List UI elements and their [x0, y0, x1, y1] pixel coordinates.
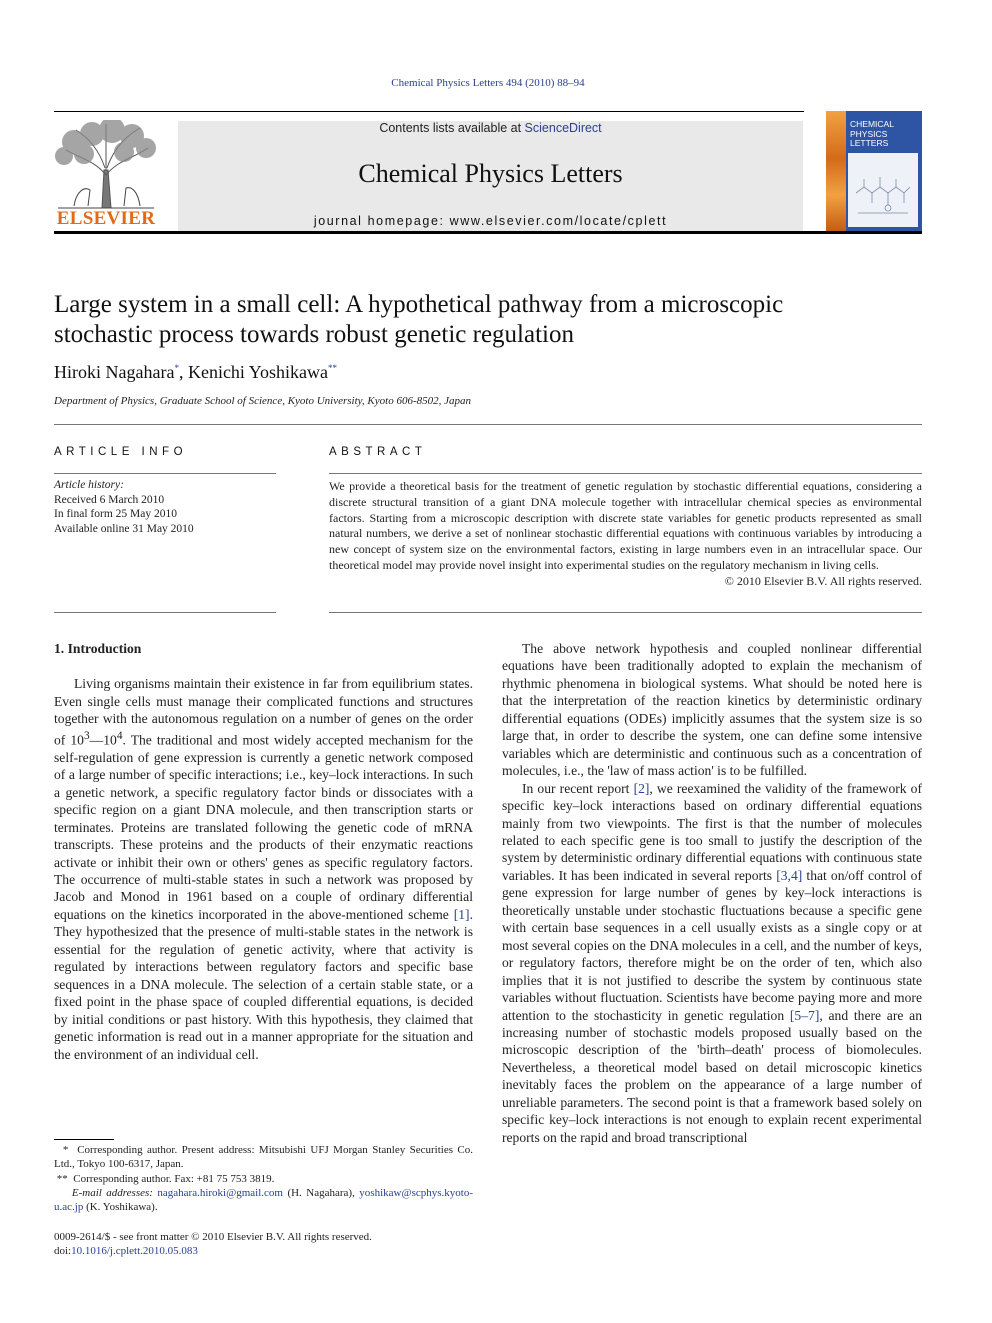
email-owner: (K. Yoshikawa).: [83, 1201, 158, 1214]
paragraph: The above network hypothesis and coupled nonlinear differential equations have been traditionally adopted to explain the mechanism of rhythmic phenomena in biological systems. What should be noted here is that the interpretation of the reaction kinetics by deterministic ordinary differential equations (ODEs) implicitly assumes that the system size is so large that, in order to describe the system, one can define some intensive variables which are deterministic and continuous such as a concentration of molecules, i.e., the 'law of mass action' is to be fulfilled.: [502, 641, 922, 779]
paper-title: Large system in a small cell: A hypothetical pathway from a microscopic stochastic process towards robust genetic regulation: [54, 291, 784, 348]
elsevier-wordmark: ELSEVIER: [56, 208, 156, 229]
journal-citation[interactable]: [0, 77, 976, 89]
elsevier-logo[interactable]: [54, 120, 158, 230]
footnote-mark: **: [56, 1172, 68, 1185]
email-link[interactable]: nagahara.hiroki@gmail.com: [157, 1186, 283, 1199]
cover-title: [850, 120, 894, 149]
paragraph-text: , and there are an increasing number of stochastic models proposed usually based on the microscopic description of the 'birth–death' process of biomolecules. Nevertheless, a theoretical model based on detail microscopic kinetics inevitably faces the problem on the appearance of a large number of unreliable parameters. The second point is that a framework based solely on specific key–lock interactions is not enough to explain recent experimental reports on the rapid and broad transcriptional: [502, 1007, 922, 1145]
footnote-text: Corresponding author. Present address: Mitsubishi UFJ Morgan Stanley Securities Co. Ltd., Tokyo 100-6317, Japan.: [54, 1144, 474, 1171]
superscript: 4: [116, 729, 123, 742]
paragraph-text: that on/off control of gene expression for large number of genes by key–lock interactions is theoretically unstable under stochastic fluctuations because a specific gene with certain base sequences in a cell usually exists as a single copy or at most several copies on the DNA molecules in a cell, and the number of keys, or regulatory factors, therefore might be on the order of ten, which also implies that it is not justified to describe the system by continuous state variables without fluctuation. Scientists have become paying more and more attention to the stochasticity in genetic regulation: [502, 867, 922, 1023]
contents-line: [178, 121, 803, 135]
revised-date: In final form 25 May 2010: [54, 508, 177, 520]
journal-cover-image[interactable]: [826, 111, 922, 231]
cover-title-line: LETTERS: [850, 138, 889, 148]
abstract-rule: [329, 473, 922, 474]
author-list: [54, 362, 337, 383]
cover-stripe: [826, 111, 846, 231]
footnote-rule: [54, 1139, 114, 1140]
footnotes: [54, 1143, 473, 1214]
email-footnote: [54, 1186, 473, 1215]
superscript: 3: [83, 729, 90, 742]
cover-graphic: [848, 153, 918, 227]
abstract-text: We provide a theoretical basis for the treatment of genetic regulation by stochastic differential equations, considering a discrete structural transition of a giant DNA molecule together with intracellular chemical species as environmental factors. Starting from a microscopic description with discrete state variables for genetic products represented as small natural numbers, we derive a set of nonlinear stochastic differential equations with continuous variables by introducing a new concept of system size on the environmental factors, existing in large numbers even in an intracellular space. Our theoretical model may provide novel insight into experimental studies on the regulatory mechanism in living cells.: [329, 479, 922, 572]
author-separator: ,: [178, 362, 188, 382]
corresponding-author-mark[interactable]: **: [327, 363, 337, 373]
footnote-text: Corresponding author. Fax: +81 75 753 3819.: [73, 1172, 275, 1185]
body-column-left: [54, 640, 473, 1063]
corresponding-author-mark[interactable]: *: [174, 363, 179, 373]
cover-molecule-icon: [848, 153, 918, 227]
header-bottom-rule: [54, 231, 922, 234]
online-date: Available online 31 May 2010: [54, 522, 194, 535]
paragraph-text: —10: [89, 732, 117, 748]
article-info-bottom-rule: [54, 612, 276, 613]
history-label: Article history:: [54, 479, 124, 491]
paragraph-text: Living organisms maintain their existence in far from equilibrium states. Even single cells must manage their complicated functions and structures together with the autonomous regulation on a number of genes on the order of 10: [54, 676, 473, 748]
doi-line: [54, 1244, 372, 1258]
article-info-rule: [54, 473, 276, 474]
paragraph-text: In our recent report: [522, 780, 634, 796]
sciencedirect-link[interactable]: ScienceDirect: [524, 121, 602, 135]
reference-link[interactable]: [2]: [633, 780, 650, 796]
author-name: Kenichi Yoshikawa: [187, 362, 328, 382]
article-info-heading: ARTICLE INFO: [54, 446, 188, 458]
abstract-bottom-rule: [329, 612, 922, 613]
title-divider: [54, 424, 922, 425]
email-owner: (H. Nagahara),: [282, 1186, 360, 1199]
reference-link[interactable]: [5–7]: [789, 1007, 820, 1023]
paragraph-text: . The traditional and most widely accepted mechanism for the self-regulation of gene expression is currently a genetic network composed of a large number of specific interactions; i.e., key–lock interactions. In such a genetic network, a specific regulatory factor binds or dissociates with a specific region on a giant DNA molecule, and then transcription starts or terminates. Proteins are translated following the genetic code of mRNA transcripts. These proteins and the products of their enzymatic reactions activate or inhibit their own or others' genes as specific regulatory factors. The occurrence of multi-stable states in such a network was proposed by Jacob and Monod in 1961 based on a couple of ordinary differential equations on the kinetics incorporated in the above-mentioned scheme: [54, 732, 473, 922]
section-heading: 1. Introduction: [54, 641, 142, 656]
issn-line: 0009-2614/$ - see front matter © 2010 Elsevier B.V. All rights reserved.: [54, 1231, 372, 1243]
doi-prefix: doi:: [54, 1245, 72, 1258]
paragraph-text: , we reexamined the validity of the framework of specific key–lock interactions based on ordinary differential equations mainly from two viewpoints. The first is that the number of molecules related to each specific gene is too small to justify the description of the system by deterministic ordinary differential equations with continuous state variables. It has been indicated in several reports: [502, 780, 922, 883]
footnote: [54, 1172, 473, 1186]
abstract-copyright: © 2010 Elsevier B.V. All rights reserved.: [724, 573, 922, 588]
journal-title: Chemical Physics Letters: [358, 159, 623, 188]
cover-title-line: CHEMICAL: [850, 119, 894, 129]
affiliation: Department of Physics, Graduate School of Science, Kyoto University, Kyoto 606-8502, Japan: [54, 395, 472, 407]
paragraph-text: . They hypothesized that the presence of multi-stable states in the network is essential for the regulation of genetic activity, where that activity is regulated by interactions between regulatory factors and specific base sequences in a DNA molecule. The selection of a certain stable state, or a fixed point in the phase space of coupled differential equations, is decided by initial conditions or past history. With this hypothesis, they claimed that genetic information is read out in a manner appropriate for the situation and the environment of an individual cell.: [54, 906, 473, 1062]
footnote-mark: *: [62, 1144, 69, 1156]
reference-link[interactable]: [1]: [453, 906, 470, 922]
received-date: Received 6 March 2010: [54, 493, 165, 506]
citation-link[interactable]: Chemical Physics Letters 494 (2010) 88–94: [391, 77, 585, 89]
elsevier-tree-icon: [54, 120, 158, 210]
abstract-heading: ABSTRACT: [329, 446, 427, 458]
journal-homepage[interactable]: journal homepage: www.elsevier.com/locate/cplett: [313, 214, 668, 228]
body-column-right: [502, 640, 922, 1146]
abstract-body: [329, 479, 922, 590]
contents-prefix: Contents lists available at: [379, 121, 525, 135]
journal-header-box: [178, 121, 803, 231]
front-matter-info: [54, 1230, 372, 1259]
footnote: [54, 1143, 473, 1172]
author-name: Hiroki Nagahara: [54, 362, 175, 382]
paragraph: [54, 675, 473, 1063]
doi-link[interactable]: 10.1016/j.cplett.2010.05.083: [71, 1245, 198, 1258]
paragraph: [502, 780, 922, 1147]
cover-title-line: PHYSICS: [850, 128, 888, 139]
email-link[interactable]: yoshikaw@scphys.kyoto-u.ac.jp: [54, 1186, 474, 1214]
article-history: [54, 478, 276, 536]
email-label: E-mail addresses:: [71, 1186, 153, 1199]
reference-link[interactable]: [3,4]: [776, 867, 803, 883]
header-top-rule: [54, 111, 804, 112]
